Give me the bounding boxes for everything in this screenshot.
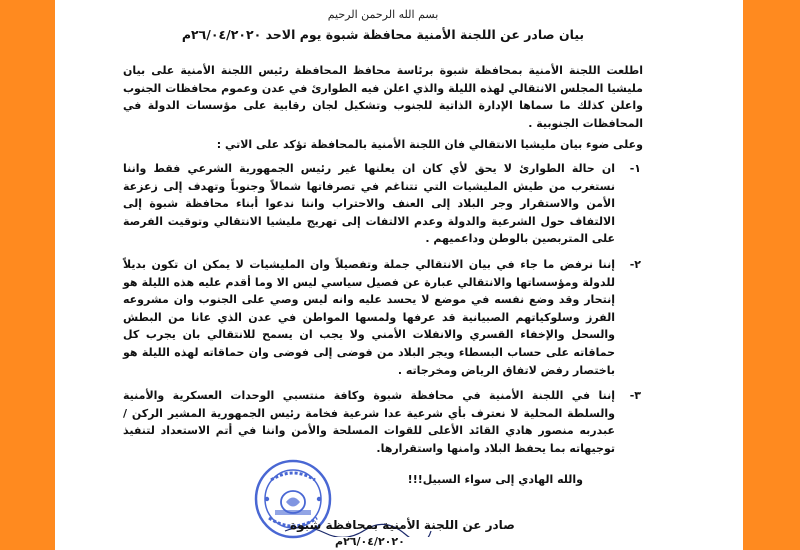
point-item [123, 160, 643, 248]
signoff-date: ٢٦/٠٤/٢٠٢٠م [335, 535, 405, 548]
statement-title: بيان صادر عن اللجنة الأمنية محافظة شبوة يوم الاحد ٢٦/٠٤/٢٠٢٠م [181, 27, 585, 42]
point-item [123, 387, 643, 457]
closing-line: والله الهادي إلى سواء السبيل!!! [407, 473, 583, 487]
point-text: ان حالة الطوارئ لا يحق لأي كان ان يعلنها غير رئيس الجمهورية الشرعي فقط واننا نستغرب من طيش المليشيات التي تتناغم في تصرفاتها شمالاً وجنوباً وتهدف إلى زعزعة الأمن والاستقرار وجر البلاد إلى العنف والاحتراب واننا ندعوا أبناء محافظة شبوة إلى الالتفاف حول الشرعية والدولة وعدم الالتفات إلى تهريج مليشيا الانتقالي وتوقيت الفرصة على المتربصين بالوطن وداعميهم . [123, 161, 615, 246]
intro-paragraph-2: وعلى ضوء بيان مليشيا الانتقالي فان اللجنة الأمنية بالمحافظة تؤكد على الاتي : [216, 138, 643, 152]
signoff-text: صادر عن اللجنة الأمنية بمحافظة شبوة [290, 518, 515, 532]
point-number: ٢- [629, 257, 641, 271]
point-item [123, 256, 643, 379]
point-number: ١- [629, 161, 641, 175]
intro-paragraph: اطلعت اللجنة الأمنية بمحافظة شبوة برئاسة محافظ المحافظة رئيس اللجنة الأمنية على بيان مليشيا المجلس الانتقالي لهذه الليلة والذي اعلن فيه الطوارئ في عدن وعموم محافظات الجنوب واعلن كذلك ما سماها الإدارة الذاتية للجنوب وتشكيل لجان رقابية على مؤسسات الدولة في المحافظات الجنوبية . [123, 64, 643, 130]
point-text: إننا في اللجنة الأمنية في محافظة شبوة وكافة منتسبي الوحدات العسكرية والأمنية والسلطة المحلية لا نعترف بأي شرعية عدا شرعية فخامة رئيس الجمهورية المشير الركن / عبدربه منصور هادي القائد الأعلى للقوات المسلحة والأمن واننا في أتم الاستعداد لتنفيذ توجيهاته بما يحفظ البلاد وامنها واستقرارها. [123, 389, 615, 455]
statement-body [123, 8, 643, 486]
document-page [55, 0, 743, 550]
basmala: بسم الله الرحمن الرحيم [327, 8, 439, 21]
point-number: ٣- [629, 389, 641, 403]
point-text: إننا نرفض ما جاء في بيان الانتقالي جملة وتفصيلاً وان المليشيات لا يمكن ان تكون بديلاً للدولة ومؤسساتها والانتقالي عبارة عن فصيل سياسي ليس الا وما أقدم عليه هذه الليلة هو إنتحار وقد وضع نفسه في موضع لا يحسد عليه وانه ليس وصي على الجنوب وان مشروعه الفرز وسلوكياتهم الصبيانية قد عرفها ولمسها المواطن في عدن الذي عانا من البطش والسحل والإخفاء القسري والانفلات الأمني ولا يجب ان يسمح للانتقالي بان يجرب كل حماقاته على حساب البسطاء ويجر البلاد من فوضى إلى فوضى وان حماقاته لهذه الليلة هو باختصار رفض لاتفاق الرياض ومخرجاته . [123, 257, 615, 377]
